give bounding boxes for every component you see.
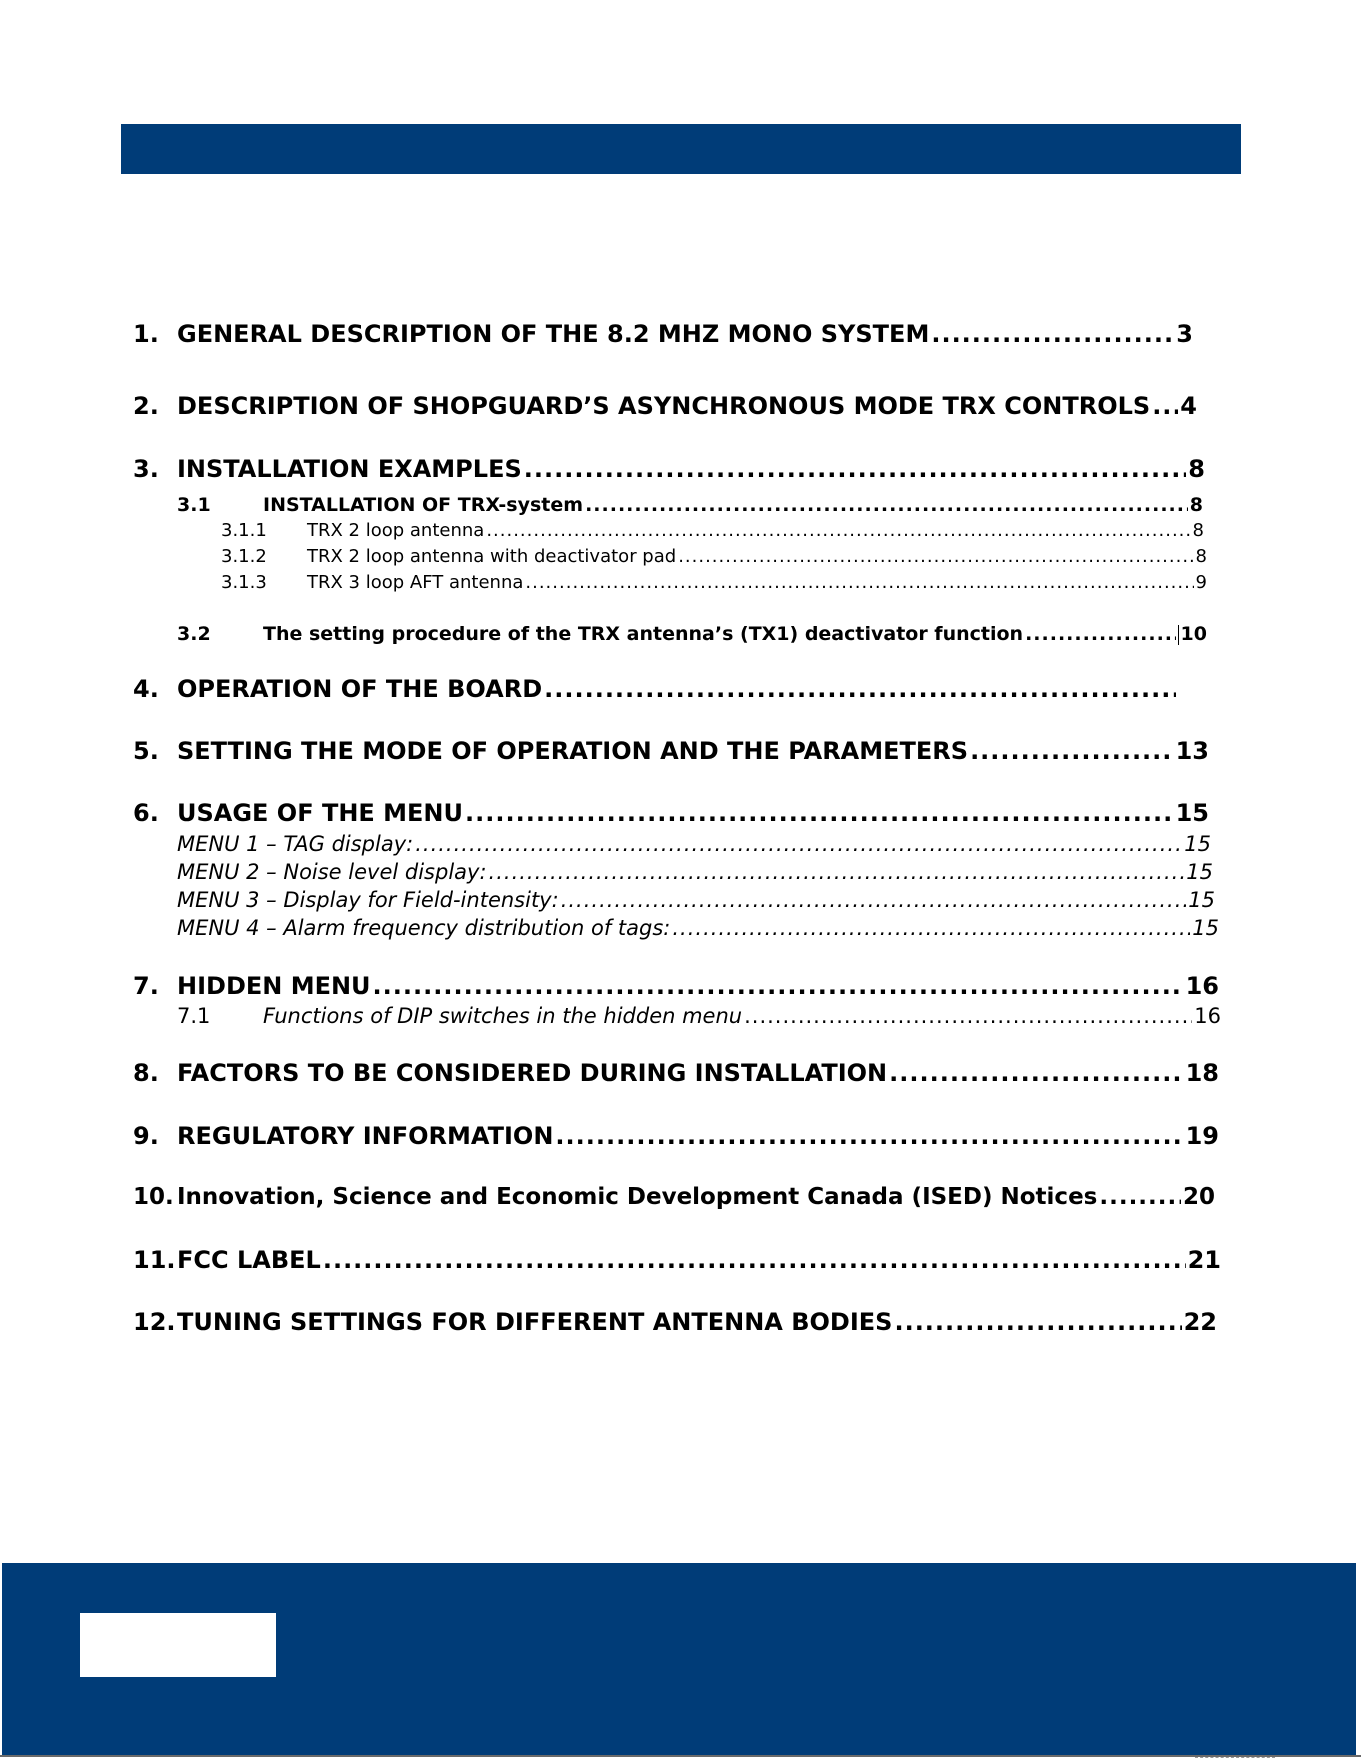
dot-leader xyxy=(1025,623,1175,645)
toc-title: MENU 3 – Display for Field-intensity: xyxy=(177,888,559,912)
toc-title: HIDDEN MENU xyxy=(177,972,371,1000)
toc-title: FACTORS TO BE CONSIDERED DURING INSTALLATION xyxy=(177,1059,888,1087)
toc-entry-11[interactable] xyxy=(133,1246,1221,1276)
toc-entry-12[interactable] xyxy=(133,1308,1217,1338)
toc-page-number: 8 xyxy=(1195,546,1207,567)
toc-title: MENU 4 – Alarm frequency distribution of tags: xyxy=(177,916,671,940)
toc-entry-menu-4[interactable] xyxy=(177,916,1219,942)
toc-number: 6. xyxy=(133,799,159,827)
toc-number: 1. xyxy=(133,320,159,348)
toc-number: 3.2 xyxy=(177,623,211,645)
toc-page-number: 9 xyxy=(1195,572,1207,593)
dot-leader xyxy=(889,1059,1183,1087)
toc-page-number: 15 xyxy=(1175,799,1209,827)
toc-page-number xyxy=(1178,623,1207,645)
toc-number: 7. xyxy=(133,972,159,1000)
toc-entry-9[interactable] xyxy=(133,1122,1219,1152)
toc-entry-3-1-1[interactable] xyxy=(221,520,1204,544)
toc-title: MENU 1 – TAG display: xyxy=(177,832,414,856)
dot-leader xyxy=(489,860,1185,884)
toc-page-number: 15 xyxy=(1192,916,1219,940)
toc-title: TRX 2 loop antenna xyxy=(307,520,485,541)
toc-title: USAGE OF THE MENU xyxy=(177,799,464,827)
toc-title: INSTALLATION EXAMPLES xyxy=(177,455,522,483)
toc-entry-menu-3[interactable] xyxy=(177,888,1215,914)
text-cursor xyxy=(1178,625,1179,645)
toc-entry-3[interactable] xyxy=(133,455,1205,485)
toc-entry-2[interactable] xyxy=(133,392,1197,422)
toc-number: 12. xyxy=(133,1308,176,1336)
toc-title: TUNING SETTINGS FOR DIFFERENT ANTENNA BODIES xyxy=(177,1308,893,1336)
toc-entry-3-1[interactable] xyxy=(177,494,1203,518)
toc-entry-3-1-3[interactable] xyxy=(221,572,1207,596)
dot-leader xyxy=(544,675,1176,703)
toc-number: 10. xyxy=(133,1184,174,1210)
toc-number: 2. xyxy=(133,392,159,420)
dot-leader xyxy=(555,1122,1183,1150)
toc-page-number: 18 xyxy=(1185,1059,1219,1087)
toc-entry-4[interactable] xyxy=(133,675,1178,705)
dot-leader xyxy=(678,546,1193,567)
toc-page-number: 22 xyxy=(1183,1308,1217,1336)
toc-entry-10[interactable] xyxy=(133,1184,1215,1214)
toc-title: The setting procedure of the TRX antenna’s (TX1) deactivator function xyxy=(263,623,1024,645)
toc-title: FCC LABEL xyxy=(177,1246,321,1274)
toc-entry-8[interactable] xyxy=(133,1059,1219,1089)
toc-title: INSTALLATION OF TRX-system xyxy=(263,494,584,516)
toc-page-number: 16 xyxy=(1194,1004,1221,1028)
dot-leader xyxy=(894,1308,1181,1336)
toc-page-number: 8 xyxy=(1188,455,1205,483)
toc-page-number: 3 xyxy=(1176,320,1193,348)
toc-page-number: 16 xyxy=(1185,972,1219,1000)
toc-title: TRX 3 loop AFT antenna xyxy=(307,572,524,593)
toc-page-number: 15 xyxy=(1184,832,1211,856)
dot-leader xyxy=(465,799,1174,827)
toc-page-number: 8 xyxy=(1192,520,1204,541)
toc-number: 3.1.1 xyxy=(221,520,267,541)
toc-title: GENERAL DESCRIPTION OF THE 8.2 MHZ MONO SYSTEM xyxy=(177,320,930,348)
dot-leader xyxy=(525,572,1193,593)
dot-leader xyxy=(585,494,1188,516)
dot-leader xyxy=(970,737,1174,765)
dot-leader xyxy=(415,832,1182,856)
toc-entry-7[interactable] xyxy=(133,972,1219,1002)
toc-page-number: 13 xyxy=(1175,737,1209,765)
toc-entry-1[interactable] xyxy=(133,320,1193,350)
toc-number: 9. xyxy=(133,1122,159,1150)
toc-page-number: 8 xyxy=(1189,494,1203,516)
toc-title: DESCRIPTION OF SHOPGUARD’S ASYNCHRONOUS MODE TRX CONTROLS xyxy=(177,392,1151,420)
footer-white-box xyxy=(80,1613,276,1677)
dot-leader xyxy=(373,972,1184,1000)
toc-title: SETTING THE MODE OF OPERATION AND THE PARAMETERS xyxy=(177,737,969,765)
toc-title: MENU 2 – Noise level display: xyxy=(177,860,487,884)
toc-page-number: 21 xyxy=(1187,1246,1221,1274)
toc-entry-6[interactable] xyxy=(133,799,1209,829)
toc-number: 3.1.2 xyxy=(221,546,267,567)
toc-page-number: 19 xyxy=(1185,1122,1219,1150)
toc-number: 5. xyxy=(133,737,159,765)
dot-leader xyxy=(1152,392,1178,420)
toc-title: Functions of DIP switches in the hidden menu xyxy=(263,1004,743,1028)
toc-page-number: 20 xyxy=(1182,1184,1215,1210)
dot-leader xyxy=(931,320,1174,348)
bottom-mark xyxy=(1195,1757,1275,1762)
dot-leader xyxy=(486,520,1190,541)
dot-leader xyxy=(1099,1184,1181,1210)
toc-title: OPERATION OF THE BOARD xyxy=(177,675,543,703)
dot-leader xyxy=(744,1004,1192,1028)
toc-number: 3. xyxy=(133,455,159,483)
toc-entry-menu-2[interactable] xyxy=(177,860,1213,886)
dot-leader xyxy=(672,916,1190,940)
header-bar xyxy=(121,124,1241,174)
toc-page-number: 15 xyxy=(1186,860,1213,884)
toc-number: 11. xyxy=(133,1246,176,1274)
toc-entry-menu-1[interactable] xyxy=(177,832,1211,858)
dot-leader xyxy=(561,888,1187,912)
toc-entry-3-2[interactable] xyxy=(177,623,1207,647)
toc-page-number: 4 xyxy=(1180,392,1197,420)
toc-number: 8. xyxy=(133,1059,159,1087)
toc-page-number: 15 xyxy=(1188,888,1215,912)
toc-number: 4. xyxy=(133,675,159,703)
toc-number: 7.1 xyxy=(177,1004,211,1028)
toc-number: 3.1.3 xyxy=(221,572,267,593)
dot-leader xyxy=(524,455,1187,483)
toc-entry-3-1-2[interactable] xyxy=(221,546,1207,570)
toc-page-number-value: 10 xyxy=(1180,623,1207,645)
toc-entry-5[interactable] xyxy=(133,737,1209,767)
toc-title: Innovation, Science and Economic Development Canada (ISED) Notices xyxy=(177,1184,1098,1210)
toc-number: 3.1 xyxy=(177,494,211,516)
toc-title: REGULATORY INFORMATION xyxy=(177,1122,554,1150)
dot-leader xyxy=(323,1246,1186,1274)
toc-entry-7-1[interactable] xyxy=(177,1004,1221,1030)
bottom-rule xyxy=(0,1755,1361,1757)
toc-title: TRX 2 loop antenna with deactivator pad xyxy=(307,546,677,567)
